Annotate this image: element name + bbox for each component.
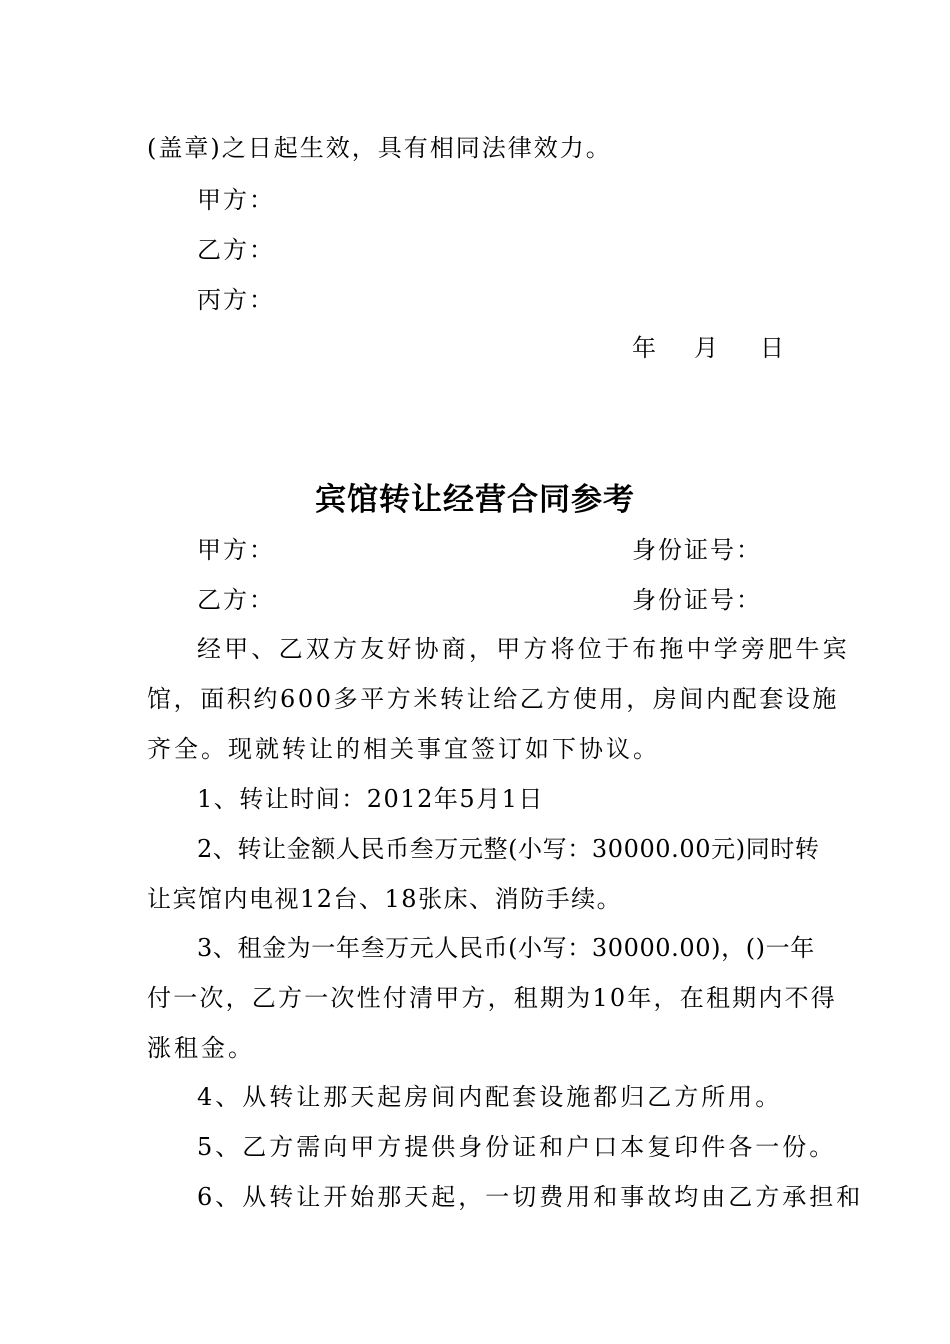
clause-2-line-2: 让宾馆内电视12台、18张床、消防手续。 bbox=[147, 885, 623, 913]
contract-title: 宾馆转让经营合同参考 bbox=[315, 482, 635, 518]
date-month: 月 bbox=[694, 334, 718, 362]
clause-1: 1、转让时间：2012年5月1日 bbox=[197, 785, 544, 813]
clause-3-line-3: 涨租金。 bbox=[147, 1034, 255, 1062]
party-b-label: 乙方： bbox=[197, 586, 275, 614]
clause-3-line-1: 3、租金为一年叁万元人民币(小写：30000.00)，()一年 bbox=[197, 934, 815, 962]
party-b-id-label: 身份证号： bbox=[632, 586, 762, 614]
signature-party-b: 乙方： bbox=[197, 236, 275, 264]
clause-6-line-1: 6、从转让开始那天起，一切费用和事故均由乙方承担和 bbox=[197, 1183, 864, 1211]
closing-clause-line: (盖章)之日起生效，具有相同法律效力。 bbox=[147, 134, 612, 162]
signature-party-a: 甲方： bbox=[197, 186, 275, 214]
clause-3-line-2: 付一次，乙方一次性付清甲方，租期为10年，在租期内不得 bbox=[147, 984, 837, 1012]
clause-2-line-1: 2、转让金额人民币叁万元整(小写：30000.00元)同时转 bbox=[197, 835, 820, 863]
intro-line-1: 经甲、乙双方友好协商，甲方将位于布拖中学旁肥牛宾 bbox=[197, 635, 850, 663]
clause-4: 4、从转让那天起房间内配套设施都归乙方所用。 bbox=[197, 1083, 783, 1111]
intro-line-2: 馆，面积约600多平方米转让给乙方使用，房间内配套设施 bbox=[147, 685, 840, 713]
party-a-label: 甲方： bbox=[197, 536, 275, 564]
date-day: 日 bbox=[760, 334, 784, 362]
clause-5: 5、乙方需向甲方提供身份证和户口本复印件各一份。 bbox=[197, 1133, 837, 1161]
party-a-id-label: 身份证号： bbox=[632, 536, 762, 564]
intro-line-3: 齐全。现就转让的相关事宜签订如下协议。 bbox=[147, 735, 660, 763]
signature-party-c: 丙方： bbox=[197, 286, 275, 314]
date-year: 年 bbox=[632, 334, 656, 362]
